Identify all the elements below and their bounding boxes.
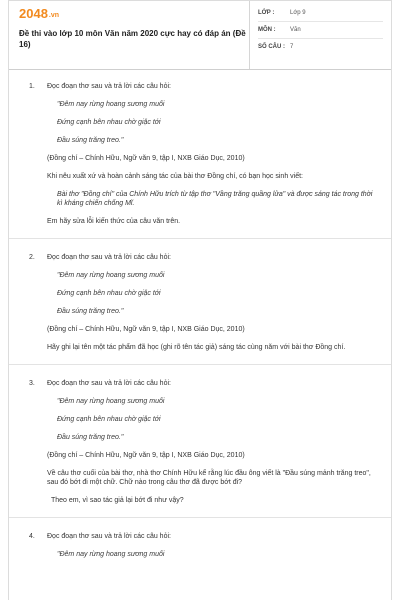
meta-value: 7	[290, 44, 294, 50]
meta-row-class	[258, 5, 383, 22]
question-intro: Đọc đoạn thơ sau và trả lời các câu hỏi:	[47, 380, 171, 387]
exam-title: Đề thi vào lớp 10 môn Văn năm 2020 cực hay có đáp án (Đề 16)	[19, 29, 246, 49]
poem-line: "Đêm nay rừng hoang sương muối	[57, 101, 165, 108]
question-list	[9, 70, 391, 559]
question-divider	[9, 517, 391, 518]
question-intro: Đọc đoạn thơ sau và trả lời các câu hỏi:	[47, 533, 171, 540]
question-1	[29, 82, 377, 226]
question-divider	[9, 238, 391, 239]
poem-line: "Đêm nay rừng hoang sương muối	[57, 272, 165, 279]
question-prompt: Theo em, vì sao tác giả lại bớt đi như vậy?	[51, 497, 184, 504]
question-number: 3.	[29, 380, 35, 387]
poem-line: "Đêm nay rừng hoang sương muối	[57, 398, 165, 405]
question-number: 4.	[29, 533, 35, 540]
poem-line: Đầu súng trăng treo."	[57, 308, 124, 315]
question-context: Về câu thơ cuối của bài thơ, nhà thơ Chính Hữu kể rằng lúc đầu ông viết là "Đầu súng mảnh trăng treo", sau đó bớt đi một chữ. Chữ nào trong câu thơ đã được bớt đi?	[47, 470, 371, 486]
question-number: 2.	[29, 254, 35, 261]
question-divider	[9, 364, 391, 365]
exam-page	[8, 0, 392, 600]
header-left	[9, 1, 249, 69]
poem-source: (Đồng chí – Chính Hữu, Ngữ văn 9, tập I, NXB Giáo Dục, 2010)	[47, 155, 245, 162]
meta-key: MÔN :	[258, 27, 276, 33]
poem-line: "Đêm nay rừng hoang sương muối	[57, 551, 165, 558]
poem-line: Đứng cạnh bên nhau chờ giặc tới	[57, 416, 161, 423]
question-3	[29, 379, 377, 505]
poem-line: Đứng cạnh bên nhau chờ giặc tới	[57, 119, 161, 126]
exam-meta	[249, 1, 391, 69]
question-intro: Đọc đoạn thơ sau và trả lời các câu hỏi:	[47, 83, 171, 90]
question-2	[29, 253, 377, 352]
question-context: Khi nêu xuất xứ và hoàn cảnh sáng tác của bài thơ Đồng chí, có bạn học sinh viết:	[47, 173, 303, 180]
question-intro: Đọc đoạn thơ sau và trả lời các câu hỏi:	[47, 254, 171, 261]
poem-line: Đầu súng trăng treo."	[57, 434, 124, 441]
site-logo[interactable]	[19, 7, 249, 23]
meta-key: LỚP :	[258, 10, 275, 16]
meta-value: Văn	[290, 27, 301, 33]
poem-source: (Đồng chí – Chính Hữu, Ngữ văn 9, tập I, NXB Giáo Dục, 2010)	[47, 326, 245, 333]
meta-value: Lớp 9	[290, 10, 306, 16]
student-quote: Bài thơ "Đồng chí" của Chính Hữu trích từ tập thơ "Vầng trăng quầng lửa" và được sáng tác trong thời kì kháng chiến chống Mĩ.	[57, 191, 373, 207]
poem-line: Đầu súng trăng treo."	[57, 137, 124, 144]
meta-key: SỐ CÂU :	[258, 44, 285, 50]
logo-suffix: .vn	[48, 12, 60, 19]
meta-row-count	[258, 39, 383, 55]
question-task: Hãy ghi lại tên một tác phẩm đã học (ghi rõ tên tác giả) sáng tác cùng năm với bài thơ Đồng chí.	[47, 344, 346, 351]
poem-line: Đứng cạnh bên nhau chờ giặc tới	[57, 290, 161, 297]
logo-main: 2048	[19, 6, 48, 21]
question-task: Em hãy sửa lỗi kiến thức của câu văn trên.	[47, 218, 181, 225]
meta-row-subject	[258, 22, 383, 39]
poem-source: (Đồng chí – Chính Hữu, Ngữ văn 9, tập I, NXB Giáo Dục, 2010)	[47, 452, 245, 459]
question-4	[29, 532, 377, 559]
exam-header	[9, 1, 391, 70]
question-number: 1.	[29, 83, 35, 90]
